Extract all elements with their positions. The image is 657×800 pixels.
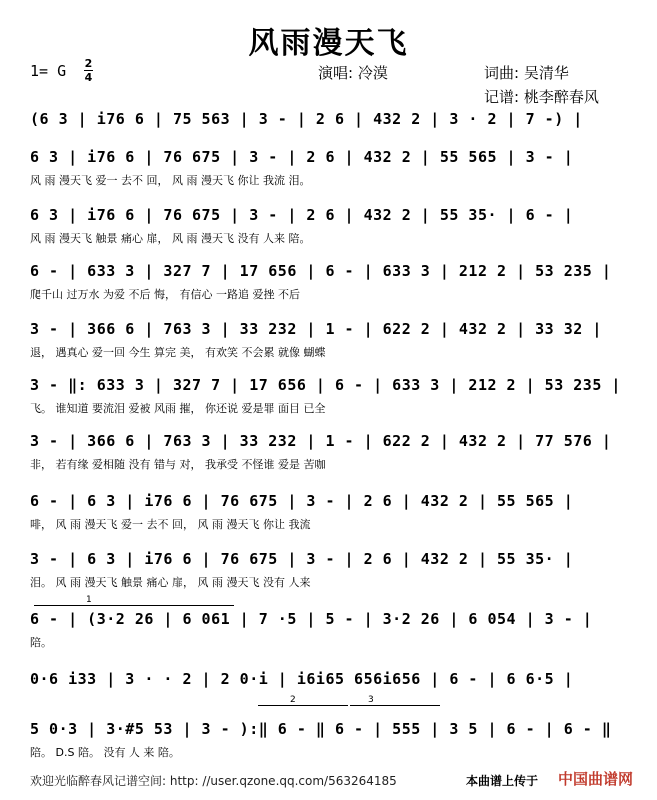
footer-website: 欢迎光临醉春风记谱空间: http: //user.qzone.qq.com/563264185 <box>30 774 397 788</box>
transcriber-credit: 记谱: 桃李醉春风 <box>484 88 599 106</box>
score-line-lyrics: 非， 若有缘 爱相随 没有 错与 对， 我承受 不怪谁 爱是 苦咖 <box>30 458 326 471</box>
score-line-lyrics: 陪。 <box>30 636 52 649</box>
score-line-lyrics: 飞。 谁知道 要流泪 爱被 风雨 摧， 你还说 爱是罪 面目 已全 <box>30 402 326 415</box>
site-logo: 中国曲谱网 <box>558 770 634 788</box>
score-line-notes: (6 3 | i76 6 | 75 563 | 3 - | 2 6 | 432 2 | 3 · 2 | 7 -) | <box>30 110 583 128</box>
score-line-notes: 6 3 | i76 6 | 76 675 | 3 - | 2 6 | 432 2 | 55 35· | 6 - | <box>30 206 574 224</box>
song-title: 风雨漫天飞 <box>248 26 409 61</box>
score-line-notes: 6 - | (3·2 26 | 6 061 | 7 ·5 | 5 - | 3·2 26 | 6 054 | 3 - | <box>30 610 593 628</box>
score-line-notes: 3 - | 6 3 | i76 6 | 76 675 | 3 - | 2 6 | 432 2 | 55 35· | <box>30 550 574 568</box>
score-line-lyrics: 泪。 风 雨 漫天飞 触景 痛心 扉， 风 雨 漫天飞 没有 人来 <box>30 576 311 589</box>
score-line-lyrics: 爬千山 过万水 为爱 不后 悔， 有信心 一路追 爱挫 不后 <box>30 288 300 301</box>
score-line-notes: 6 3 | i76 6 | 76 675 | 3 - | 2 6 | 432 2 | 55 565 | 3 - | <box>30 148 574 166</box>
key-signature: 1= G <box>30 62 67 80</box>
score-line-notes: 3 - | 366 6 | 763 3 | 33 232 | 1 - | 622 2 | 432 2 | 77 576 | <box>30 432 612 450</box>
score-line-lyrics: 陪。 D.S 陪。 没有 人 来 陪。 <box>30 746 180 759</box>
score-line-notes: 0·6 i33 | 3 · · 2 | 2 0·i | i6i65 656i656 | 6 - | 6 6·5 | <box>30 670 574 688</box>
score-line-notes: 6 - | 6 3 | i76 6 | 76 675 | 3 - | 2 6 | 432 2 | 55 565 | <box>30 492 574 510</box>
time-sig-bottom: 4 <box>84 71 93 84</box>
volta-1-label: 1 <box>86 595 92 605</box>
volta-3-bracket <box>350 705 440 706</box>
composer-credit: 词曲: 吴清华 <box>484 64 569 82</box>
volta-3-label: 3 <box>368 695 374 705</box>
time-signature <box>84 58 93 83</box>
score-line-lyrics: 风 雨 漫天飞 触景 痛心 扉， 风 雨 漫天飞 没有 人来 陪。 <box>30 232 311 245</box>
footer-upload-note: 本曲谱上传于 <box>466 774 539 788</box>
score-line-notes: 5 0·3 | 3·#5 53 | 3 - ):‖ 6 - ‖ 6 - | 555 | 3 5 | 6 - | 6 - ‖ <box>30 720 612 738</box>
singer-credit: 演唱: 冷漠 <box>318 64 388 82</box>
volta-2-label: 2 <box>290 695 296 705</box>
score-line-lyrics: 啡， 风 雨 漫天飞 爱一 去不 回， 风 雨 漫天飞 你让 我流 <box>30 518 311 531</box>
score-line-lyrics: 退， 遇真心 爱一回 今生 算完 美， 有欢笑 不会累 就像 蝴蝶 <box>30 346 326 359</box>
score-line-lyrics: 风 雨 漫天飞 爱一 去不 回， 风 雨 漫天飞 你让 我流 泪。 <box>30 174 311 187</box>
score-line-notes: 6 - | 633 3 | 327 7 | 17 656 | 6 - | 633 3 | 212 2 | 53 235 | <box>30 262 612 280</box>
volta-2-bracket <box>258 705 348 706</box>
score-line-notes: 3 - ‖: 633 3 | 327 7 | 17 656 | 6 - | 633 3 | 212 2 | 53 235 | <box>30 376 621 394</box>
volta-1-bracket <box>34 605 234 606</box>
score-line-notes: 3 - | 366 6 | 763 3 | 33 232 | 1 - | 622 2 | 432 2 | 33 32 | <box>30 320 602 338</box>
time-sig-top: 2 <box>84 57 93 70</box>
